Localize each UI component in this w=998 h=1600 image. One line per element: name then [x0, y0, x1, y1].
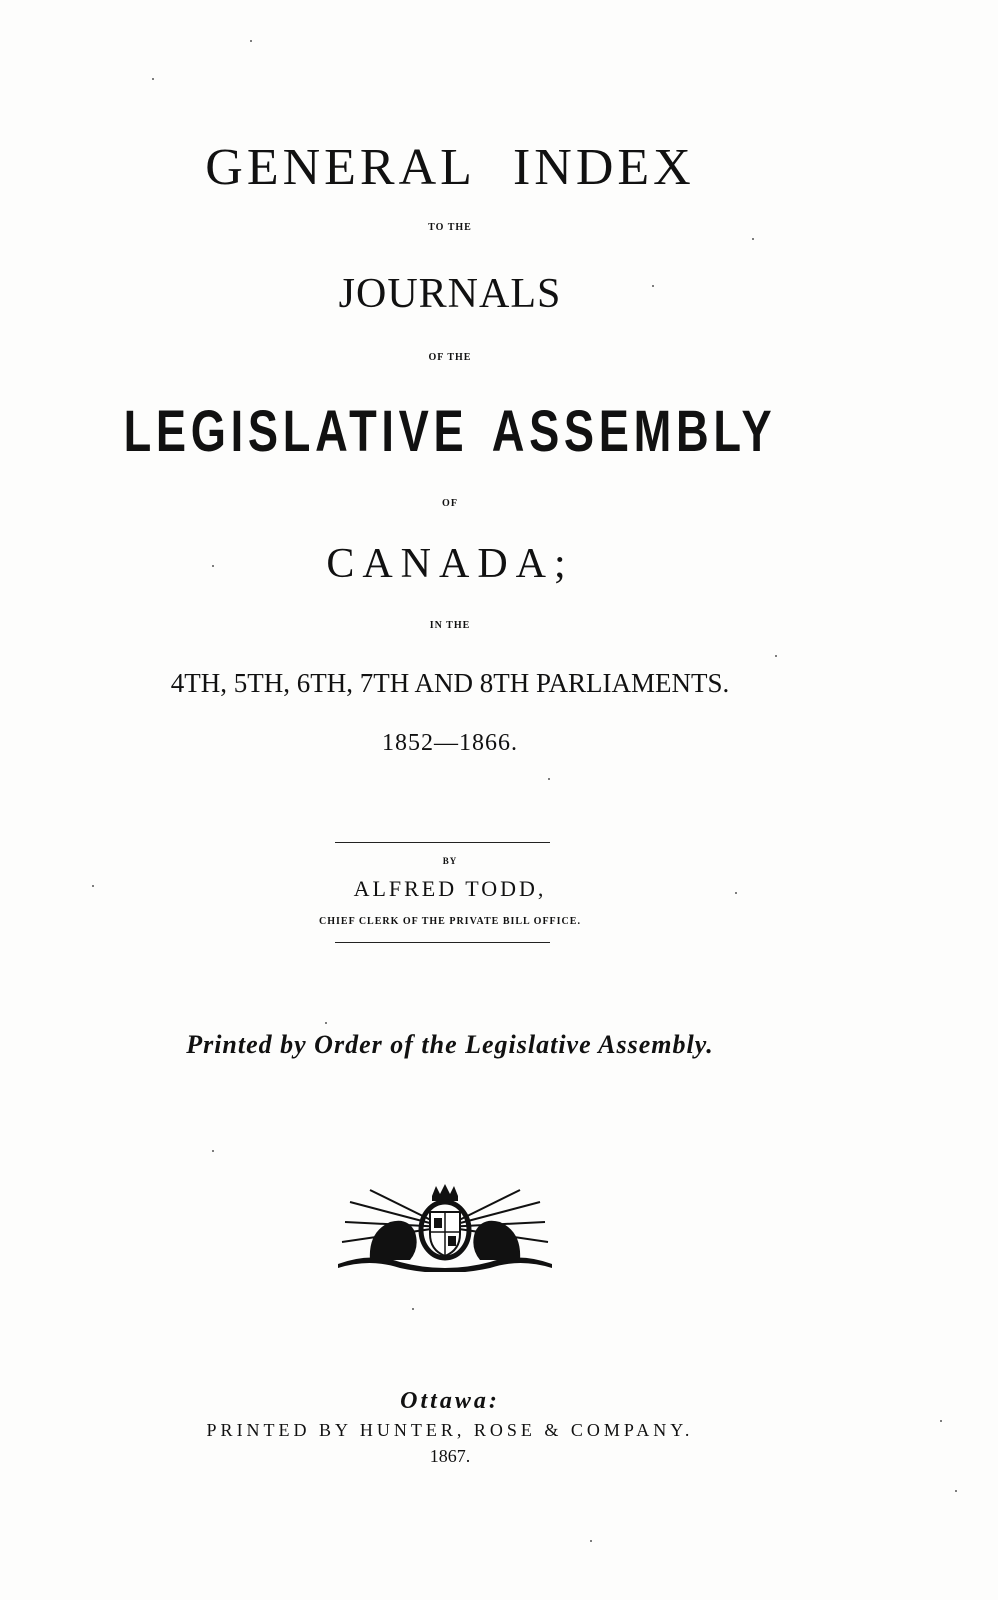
- printed-by-order-line: Printed by Order of the Legislative Assembly.: [186, 1030, 714, 1059]
- paper-speck: [652, 285, 654, 287]
- canada-heading: CANADA;: [326, 541, 574, 587]
- by-label: BY: [442, 856, 458, 866]
- paper-speck: [412, 1308, 414, 1310]
- divider-bottom: [335, 942, 550, 943]
- parliaments-line: 4TH, 5TH, 6TH, 7TH AND 8TH PARLIAMENTS.: [170, 668, 730, 698]
- paper-speck: [955, 1490, 957, 1492]
- paper-speck: [590, 1540, 592, 1542]
- author-name: ALFRED TODD,: [353, 876, 547, 901]
- printer-line: PRINTED BY HUNTER, ROSE & COMPANY.: [206, 1420, 694, 1440]
- connector-of: OF: [442, 498, 458, 509]
- years-range: 1852—1866.: [382, 730, 518, 756]
- paper-speck: [735, 892, 737, 894]
- author-title: CHIEF CLERK OF THE PRIVATE BILL OFFICE.: [319, 916, 581, 927]
- paper-speck: [212, 565, 214, 567]
- main-title: GENERAL INDEX: [205, 139, 695, 196]
- connector-in-the: IN THE: [429, 620, 471, 631]
- paper-speck: [212, 1150, 214, 1152]
- paper-speck: [250, 40, 252, 42]
- publication-city: Ottawa:: [400, 1388, 500, 1414]
- journals-heading: JOURNALS: [338, 271, 562, 317]
- paper-speck: [548, 778, 550, 780]
- connector-of-the: OF THE: [428, 352, 472, 363]
- paper-speck: [752, 238, 754, 240]
- royal-coat-of-arms-icon: [330, 1182, 560, 1272]
- connector-to-the: TO THE: [428, 222, 472, 233]
- legislative-assembly-heading: LEGISLATIVE ASSEMBLY: [123, 399, 777, 464]
- paper-speck: [152, 78, 154, 80]
- paper-speck: [92, 885, 94, 887]
- publication-year: 1867.: [429, 1446, 471, 1466]
- divider-top: [335, 842, 550, 843]
- paper-speck: [940, 1420, 942, 1422]
- paper-speck: [325, 1022, 327, 1024]
- paper-speck: [775, 655, 777, 657]
